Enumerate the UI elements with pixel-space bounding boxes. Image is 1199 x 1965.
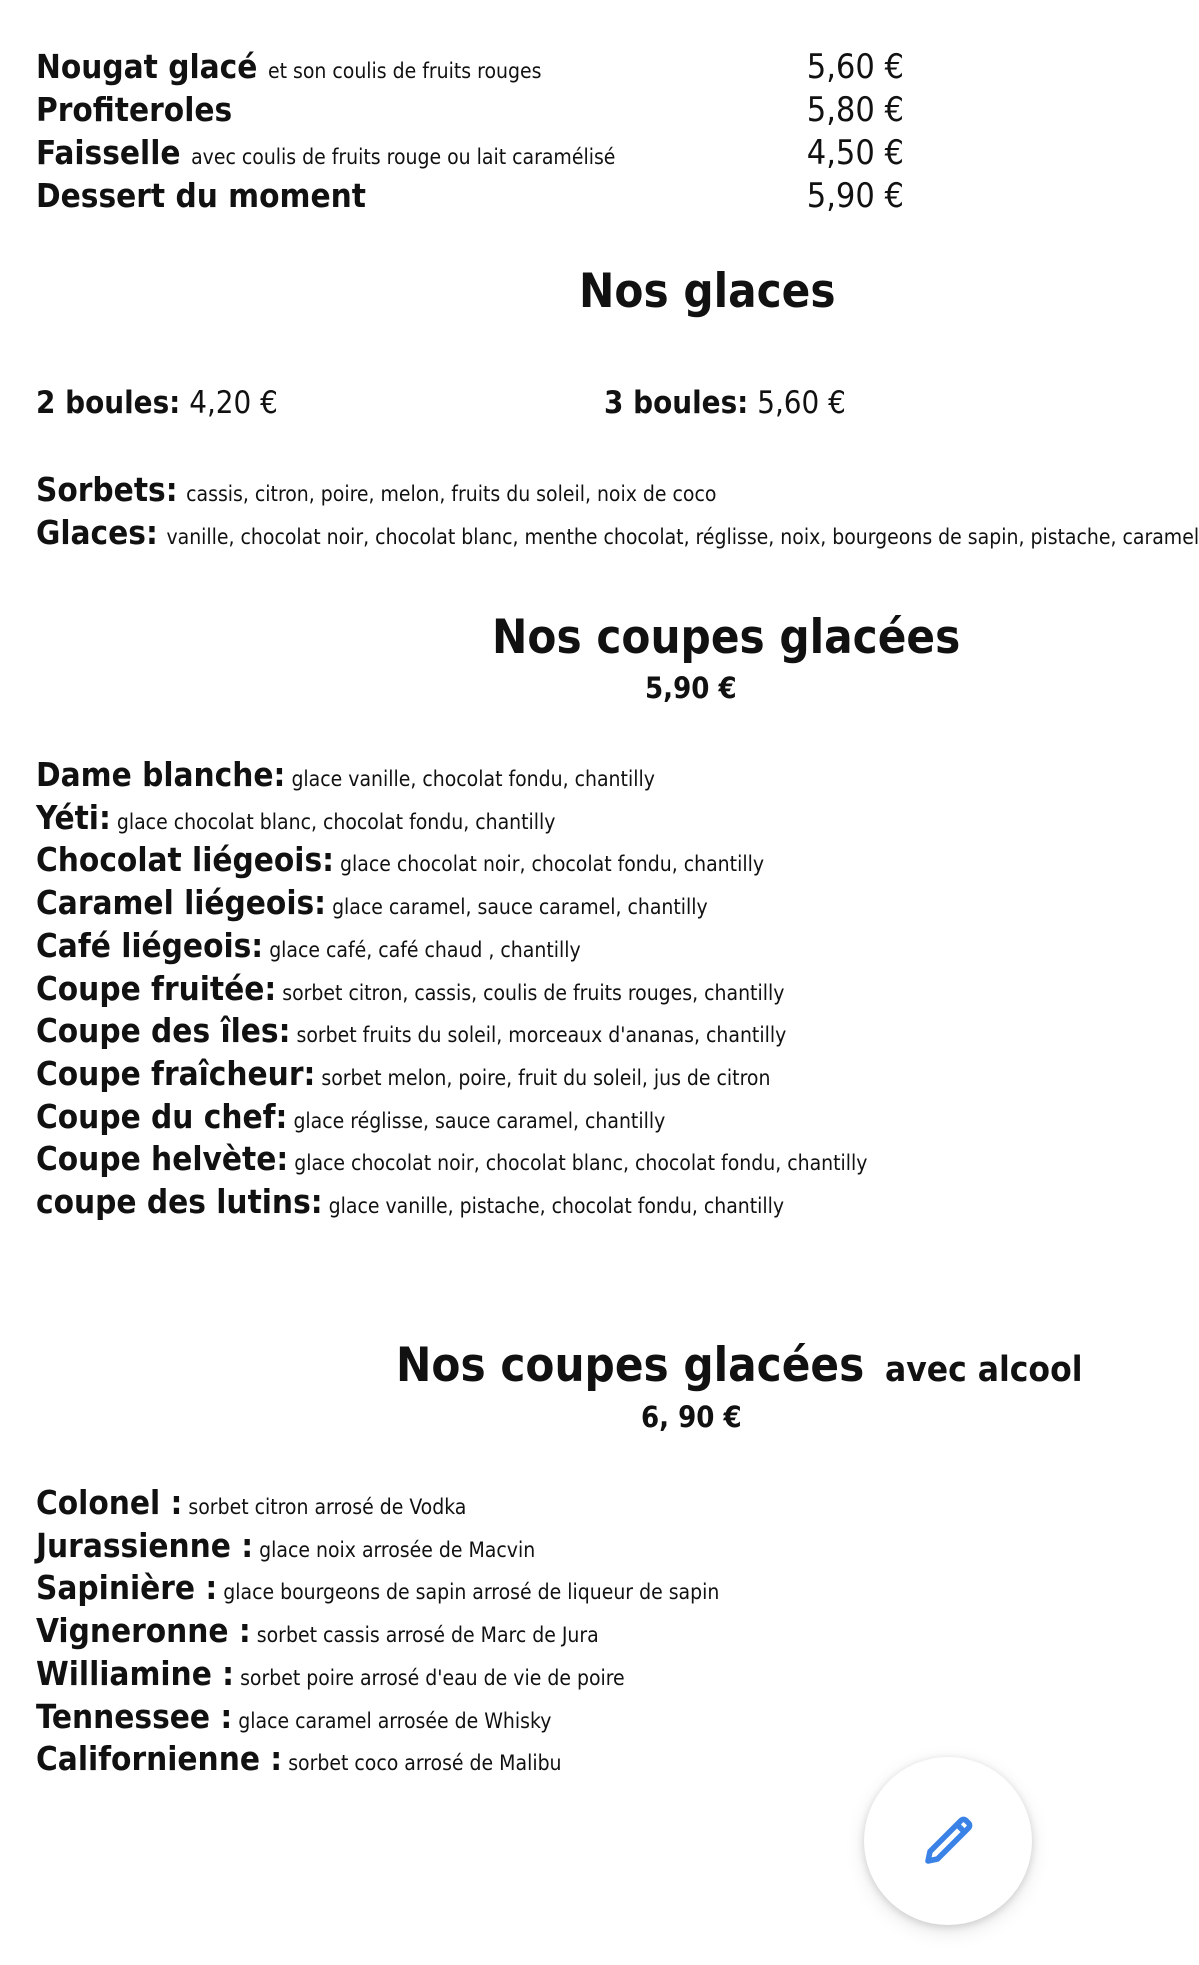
coupe-item [36,1182,785,1221]
sorbets-label: Sorbets: [36,470,178,509]
coupe-item-name: Coupe du chef: [36,1096,288,1136]
dessert-name: Faisselle [36,133,181,172]
coupe-item-name: coupe des lutins: [36,1182,323,1221]
alcool-coupe-item-name: Williamine : [36,1653,235,1693]
coupe-item-name: Caramel liégeois: [36,883,327,923]
dessert-name: Dessert du moment [36,176,366,215]
section-title-coupes: Nos coupes glacées [492,610,961,665]
dessert-desc: avec coulis de fruits rouge ou lait caramélisé [191,145,616,169]
three-scoops-value: 5,60 € [757,385,846,421]
glaces-line [36,513,1199,552]
alcool-price: 6, 90 € [641,1400,742,1434]
alcool-coupe-item [36,1739,562,1779]
coupe-item-name: Coupe fruitée: [36,968,277,1008]
alcool-coupe-item-name: Sapinière : [36,1568,218,1608]
alcool-coupe-item-desc: sorbet cassis arrosé de Marc de Jura [256,1623,599,1648]
alcool-coupe-item-desc: glace caramel arrosée de Whisky [238,1708,552,1733]
alcool-coupe-item [36,1696,552,1736]
sorbets-line [36,470,717,509]
coupe-item-desc: glace vanille, chocolat fondu, chantilly [291,767,655,791]
alcool-title-suffix: avec alcool [885,1350,1083,1390]
alcool-coupe-item-desc: sorbet citron arrosé de Vodka [188,1495,467,1519]
alcool-coupe-item [36,1525,536,1565]
two-scoops-price [36,385,278,421]
coupe-item [36,968,785,1008]
dessert-price: 5,80 € [806,90,904,130]
coupe-item [36,1053,771,1093]
coupe-item-name: Yéti: [36,797,111,837]
dessert-item [36,176,366,215]
edit-button[interactable] [864,1757,1032,1925]
coupe-item-name: Coupe fraîcheur: [36,1053,316,1093]
dessert-desc: et son coulis de fruits rouges [267,59,542,83]
sorbets-list: cassis, citron, poire, melon, fruits du soleil, noix de coco [186,482,717,506]
alcool-coupe-item [36,1611,599,1651]
alcool-coupe-item-desc: glace bourgeons de sapin arrosé de liqueur de sapin [223,1580,720,1605]
coupe-item [36,883,708,923]
alcool-coupe-item [36,1568,720,1608]
glaces-label: Glaces: [36,513,158,552]
section-title-glaces: Nos glaces [579,264,836,319]
section-title-alcool [396,1338,1083,1393]
coupe-item-name: Chocolat liégeois: [36,840,335,880]
three-scoops-label: 3 boules: [604,385,749,421]
coupes-price: 5,90 € [645,671,737,705]
dessert-name: Nougat glacé [36,47,258,86]
dessert-name: Profiteroles [36,90,233,129]
glaces-list: vanille, chocolat noir, chocolat blanc, menthe chocolat, réglisse, noix, bourgeons de sapin, pistache, caramel [166,525,1199,549]
alcool-coupe-item-desc: sorbet coco arrosé de Malibu [288,1751,562,1776]
alcool-coupe-item [36,1653,625,1693]
coupe-item-desc: glace caramel, sauce caramel, chantilly [332,895,708,920]
alcool-coupe-item-name: Vigneronne : [36,1611,251,1651]
coupe-item-name: Coupe des îles: [36,1011,291,1051]
dessert-item [36,47,542,86]
coupe-item [36,755,655,794]
dessert-price: 5,90 € [806,176,904,216]
coupe-item-desc: glace chocolat noir, chocolat fondu, chantilly [340,852,764,877]
coupe-item-desc: sorbet melon, poire, fruit du soleil, jus de citron [321,1065,771,1090]
three-scoops-price [604,385,846,421]
coupe-item [36,1096,666,1136]
alcool-coupe-item-name: Tennessee : [36,1696,233,1736]
dessert-item [36,90,233,129]
coupe-item-desc: glace vanille, pistache, chocolat fondu, chantilly [328,1194,785,1218]
coupe-item-name: Coupe helvète: [36,1139,289,1179]
alcool-coupe-item-name: Californienne : [36,1739,283,1779]
coupe-item [36,1139,868,1179]
alcool-coupe-item [36,1483,467,1522]
two-scoops-value: 4,20 € [189,385,278,421]
alcool-coupe-item-name: Jurassienne : [36,1525,254,1565]
alcool-coupe-item-name: Colonel : [36,1483,183,1522]
coupe-item-desc: glace chocolat noir, chocolat blanc, chocolat fondu, chantilly [294,1151,868,1176]
coupe-item [36,840,764,880]
coupe-item-name: Café liégeois: [36,925,264,965]
alcool-coupe-item-desc: glace noix arrosée de Macvin [259,1537,536,1562]
alcool-title-main: Nos coupes glacées [396,1338,865,1393]
coupe-item [36,797,556,837]
coupe-item-desc: glace réglisse, sauce caramel, chantilly [293,1108,666,1133]
coupe-item [36,925,581,965]
coupe-item-desc: sorbet citron, cassis, coulis de fruits rouges, chantilly [282,980,785,1005]
coupe-item-desc: glace café, café chaud , chantilly [269,937,581,962]
alcool-coupe-item-desc: sorbet poire arrosé d'eau de vie de poire [240,1665,625,1690]
coupe-item-name: Dame blanche: [36,755,286,794]
coupe-item-desc: sorbet fruits du soleil, morceaux d'ananas, chantilly [296,1023,787,1048]
coupe-item [36,1011,787,1051]
dessert-price: 4,50 € [806,133,904,173]
coupe-item-desc: glace chocolat blanc, chocolat fondu, chantilly [116,809,556,834]
pencil-icon [918,1811,978,1871]
two-scoops-label: 2 boules: [36,385,181,421]
dessert-item [36,133,616,172]
dessert-price: 5,60 € [806,47,904,87]
